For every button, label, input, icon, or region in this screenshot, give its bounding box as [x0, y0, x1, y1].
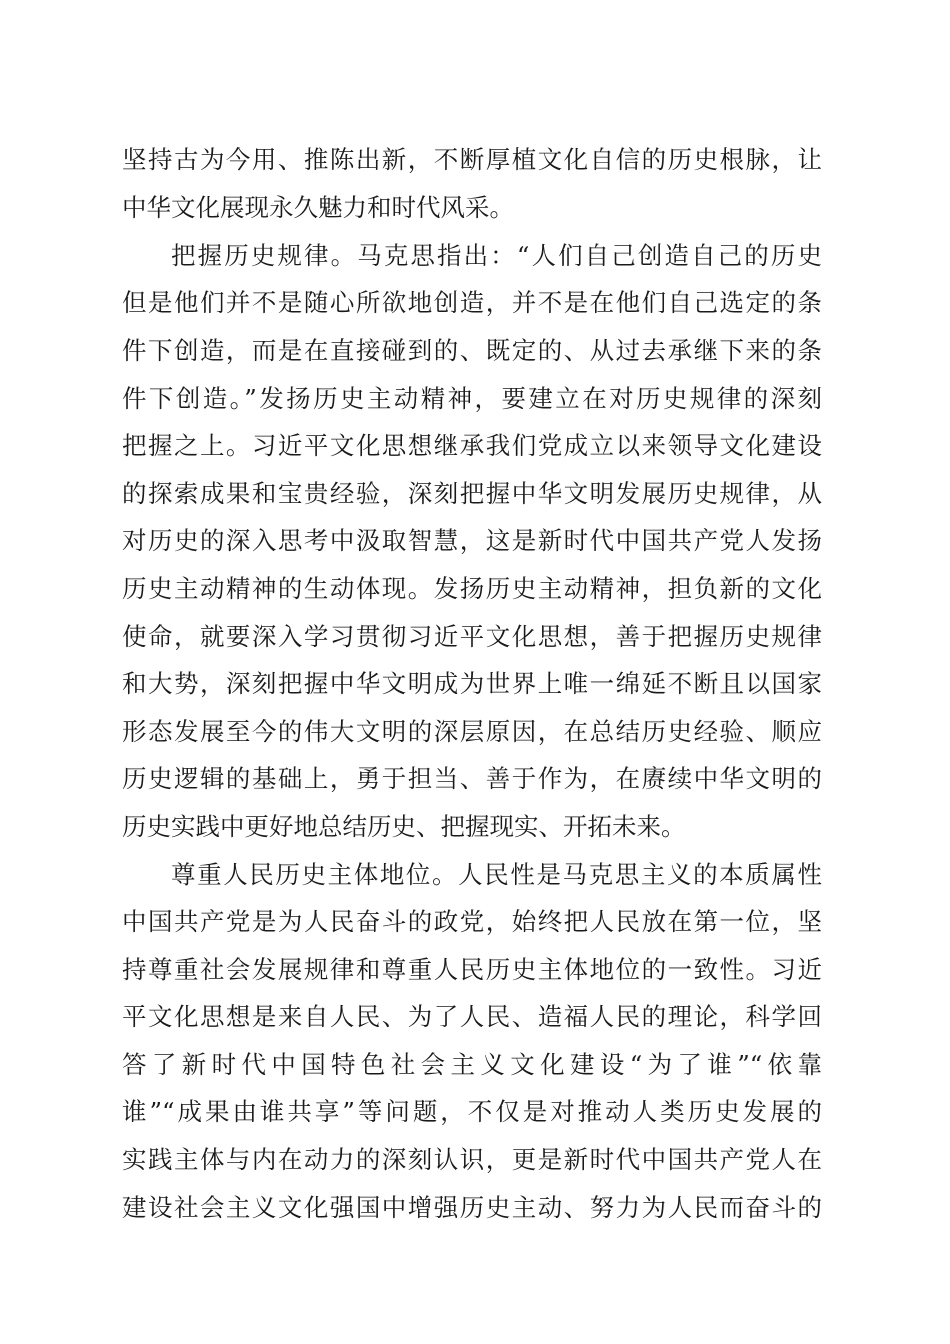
text-line: 对历史的深入思考中汲取智慧，这是新时代中国共产党人发扬 [122, 526, 822, 555]
text-line: 形态发展至今的伟大文明的深层原因，在总结历史经验、顺应 [122, 717, 822, 746]
text-line: 答了新时代中国特色社会主义文化建设“为了谁”“依靠 [122, 1050, 822, 1079]
text-line: 持尊重社会发展规律和尊重人民历史主体地位的一致性。习近 [122, 955, 822, 984]
text-line: 中华文化展现永久魅力和时代风采。 [122, 193, 514, 222]
text-line: 平文化思想是来自人民、为了人民、造福人民的理论，科学回 [122, 1002, 822, 1031]
text-line: 把握之上。习近平文化思想继承我们党成立以来领导文化建设 [122, 431, 822, 460]
text-line: 历史逻辑的基础上，勇于担当、善于作为，在赓续中华文明的 [122, 764, 822, 793]
text-line: 坚持古为今用、推陈出新，不断厚植文化自信的历史根脉，让 [122, 145, 822, 174]
text-line: 使命，就要深入学习贯彻习近平文化思想，善于把握历史规律 [122, 622, 822, 651]
text-line: 实践主体与内在动力的深刻认识，更是新时代中国共产党人在 [122, 1145, 822, 1174]
text-line: 历史实践中更好地总结历史、把握现实、开拓未来。 [122, 812, 686, 841]
text-line: 但是他们并不是随心所欲地创造，并不是在他们自己选定的条 [122, 288, 822, 317]
text-line: 历史主动精神的生动体现。发扬历史主动精神，担负新的文化 [122, 574, 822, 603]
text-line: 件下创造，而是在直接碰到的、既定的、从过去承继下来的条 [122, 336, 822, 365]
paragraph-start-line: 把握历史规律。马克思指出：“人们自己创造自己的历史 [171, 241, 822, 270]
text-line: 的探索成果和宝贵经验，深刻把握中华文明发展历史规律，从 [122, 479, 822, 508]
text-line: 建设社会主义文化强国中增强历史主动、努力为人民而奋斗的 [122, 1193, 822, 1222]
text-line: 和大势，深刻把握中华文明成为世界上唯一绵延不断且以国家 [122, 669, 822, 698]
text-line: 谁”“成果由谁共享”等问题，不仅是对推动人类历史发展的 [122, 1097, 822, 1126]
text-line: 件下创造。”发扬历史主动精神，要建立在对历史规律的深刻 [122, 384, 822, 413]
paragraph-start-line: 尊重人民历史主体地位。人民性是马克思主义的本质属性 [171, 860, 822, 889]
text-line: 中国共产党是为人民奋斗的政党，始终把人民放在第一位，坚 [122, 907, 822, 936]
